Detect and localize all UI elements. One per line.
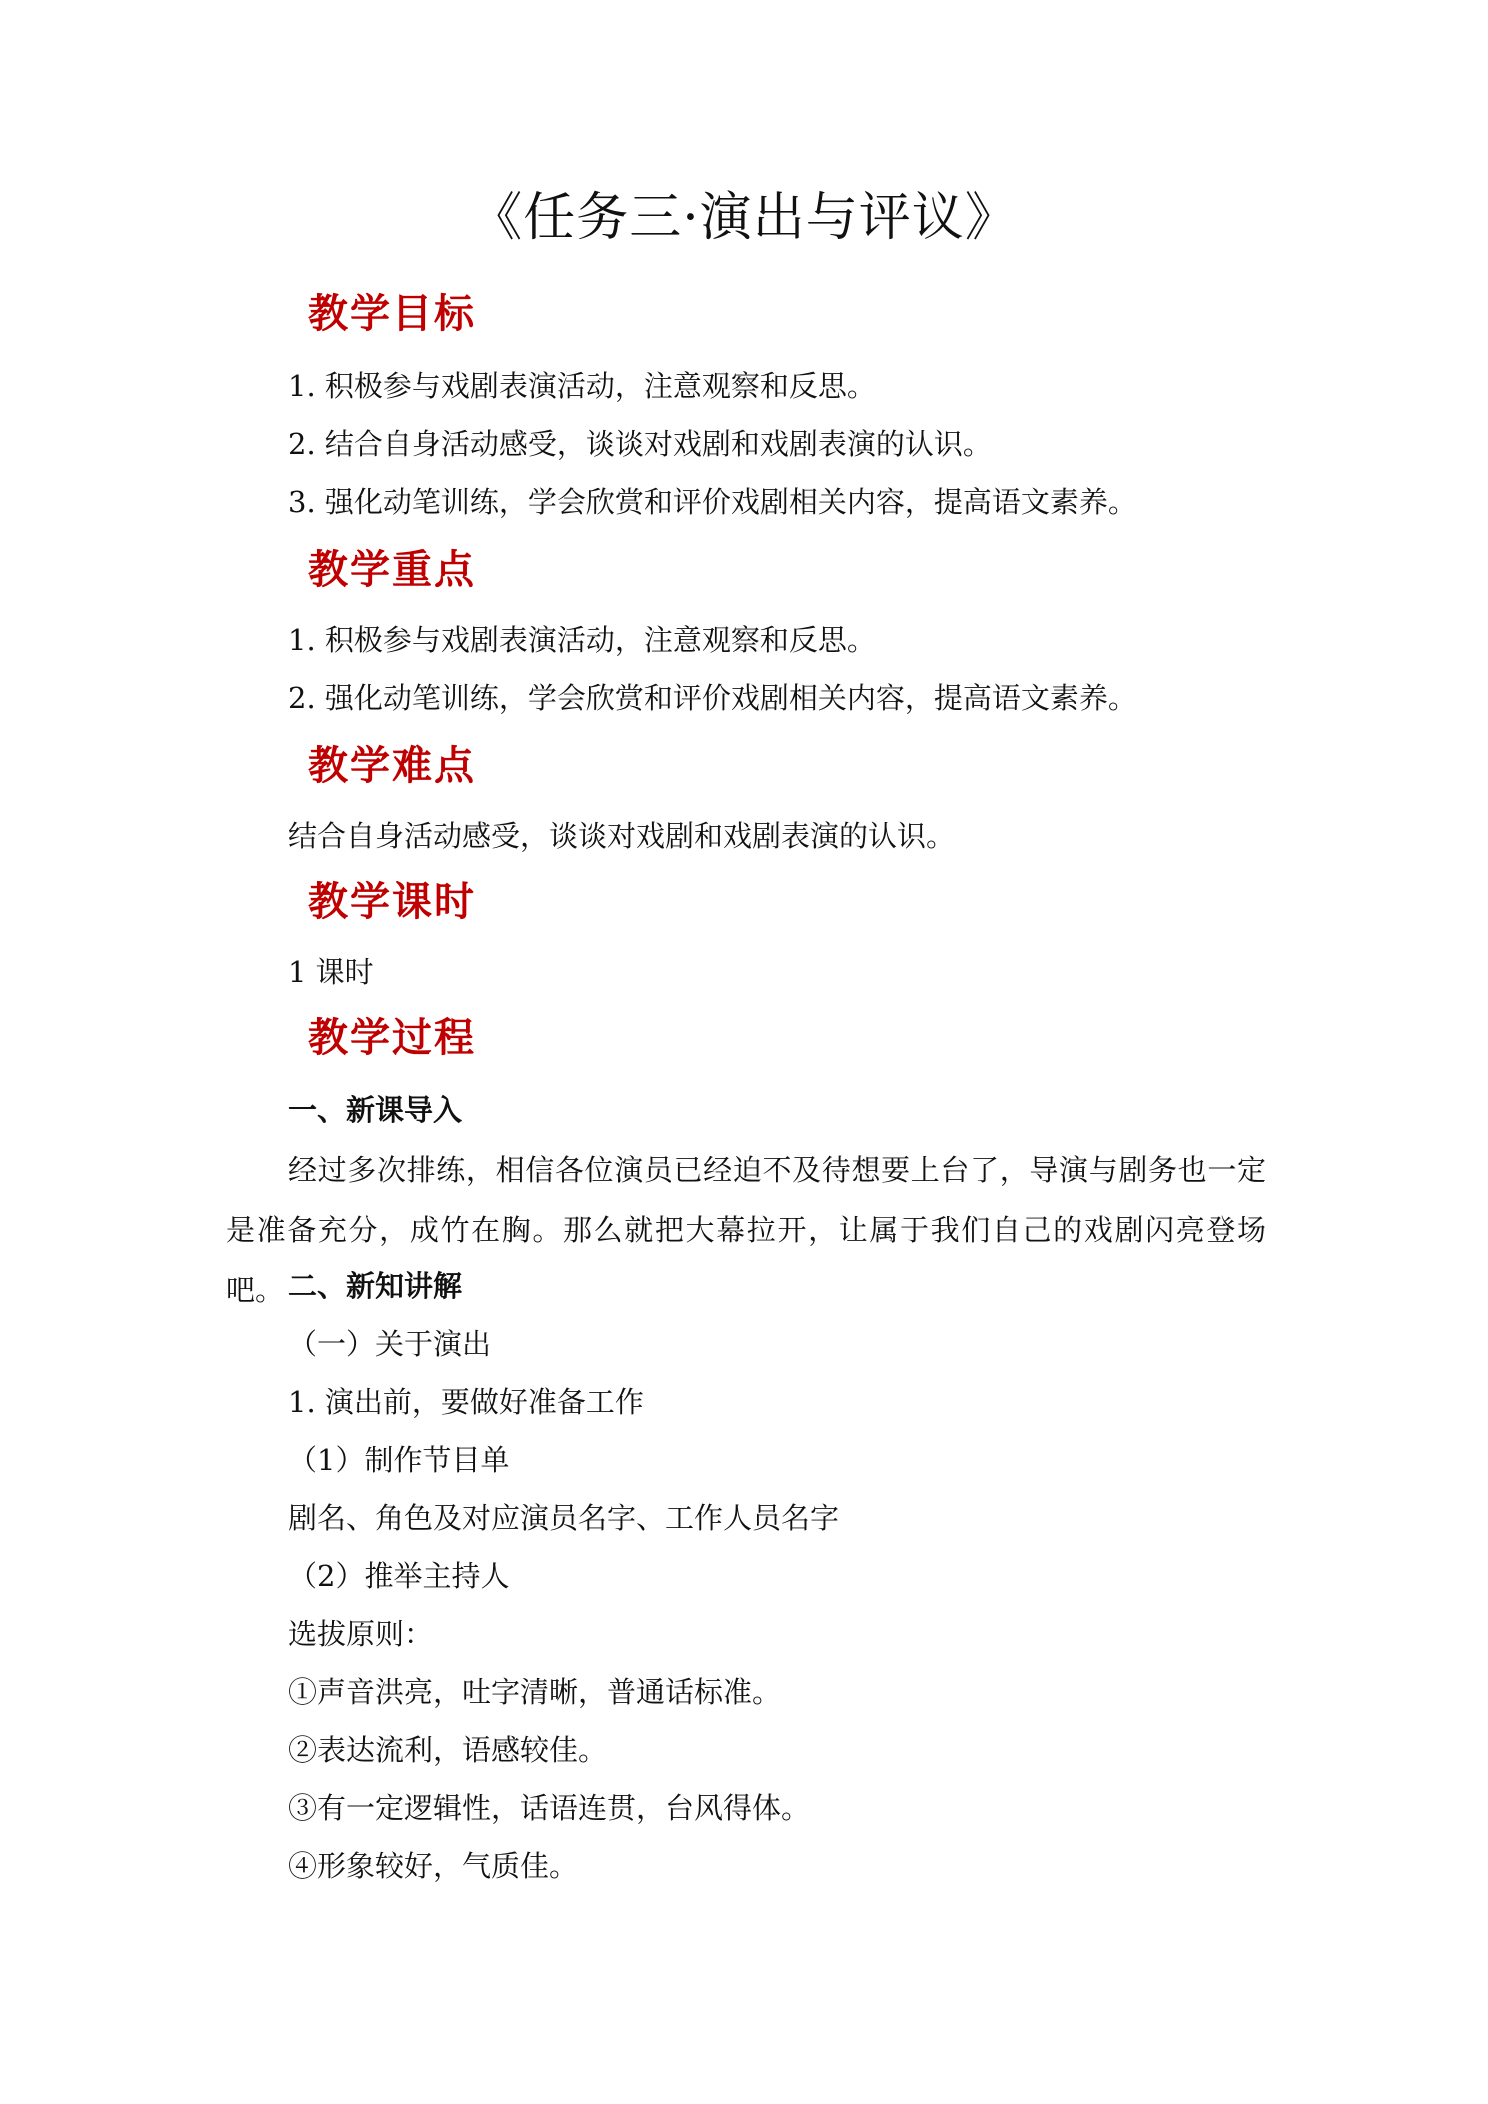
part2-item1: （1）制作节目单 <box>288 1443 510 1477</box>
hours-text: 1 课时 <box>288 955 374 989</box>
criteria-item-3: ③有一定逻辑性，话语连贯，台风得体。 <box>288 1791 811 1825</box>
key-point-item-1: 1. 积极参与戏剧表演活动，注意观察和反思。 <box>288 623 876 657</box>
part2-sub1: （一）关于演出 <box>288 1327 492 1361</box>
part2-step1: 1. 演出前，要做好准备工作 <box>288 1385 644 1419</box>
part2-item2: （2）推举主持人 <box>288 1559 510 1593</box>
part2-title: 二、新知讲解 <box>288 1269 463 1303</box>
objective-item-3: 3. 强化动笔训练，学会欣赏和评价戏剧相关内容，提高语文素养。 <box>288 485 1137 519</box>
key-point-item-2: 2. 强化动笔训练，学会欣赏和评价戏剧相关内容，提高语文素养。 <box>288 681 1137 715</box>
document-title: 《任务三·演出与评议》 <box>470 188 1018 248</box>
heading-key-points: 教学重点 <box>308 546 476 593</box>
criteria-label: 选拔原则： <box>288 1617 434 1651</box>
criteria-item-4: ④形象较好，气质佳。 <box>288 1849 579 1883</box>
objective-item-1: 1. 积极参与戏剧表演活动，注意观察和反思。 <box>288 369 876 403</box>
part1-paragraph: 经过多次排练，相信各位演员已经迫不及待想要上台了，导演与剧务也一定是准备充分，成竹在胸。那么就把大幕拉开，让属于我们自己的戏剧闪亮登场吧。 <box>226 1153 1266 1307</box>
criteria-item-2: ②表达流利，语感较佳。 <box>288 1733 608 1767</box>
part1-title: 一、新课导入 <box>288 1093 463 1127</box>
heading-difficulties: 教学难点 <box>308 742 476 789</box>
heading-objectives: 教学目标 <box>308 290 476 337</box>
part2-item1-text: 剧名、角色及对应演员名字、工作人员名字 <box>288 1501 840 1535</box>
heading-hours: 教学课时 <box>308 878 476 925</box>
criteria-item-1: ①声音洪亮，吐字清晰，普通话标准。 <box>288 1675 782 1709</box>
objective-item-2: 2. 结合自身活动感受，谈谈对戏剧和戏剧表演的认识。 <box>288 427 992 461</box>
difficulty-text: 结合自身活动感受，谈谈对戏剧和戏剧表演的认识。 <box>288 819 956 853</box>
heading-process: 教学过程 <box>308 1014 476 1061</box>
